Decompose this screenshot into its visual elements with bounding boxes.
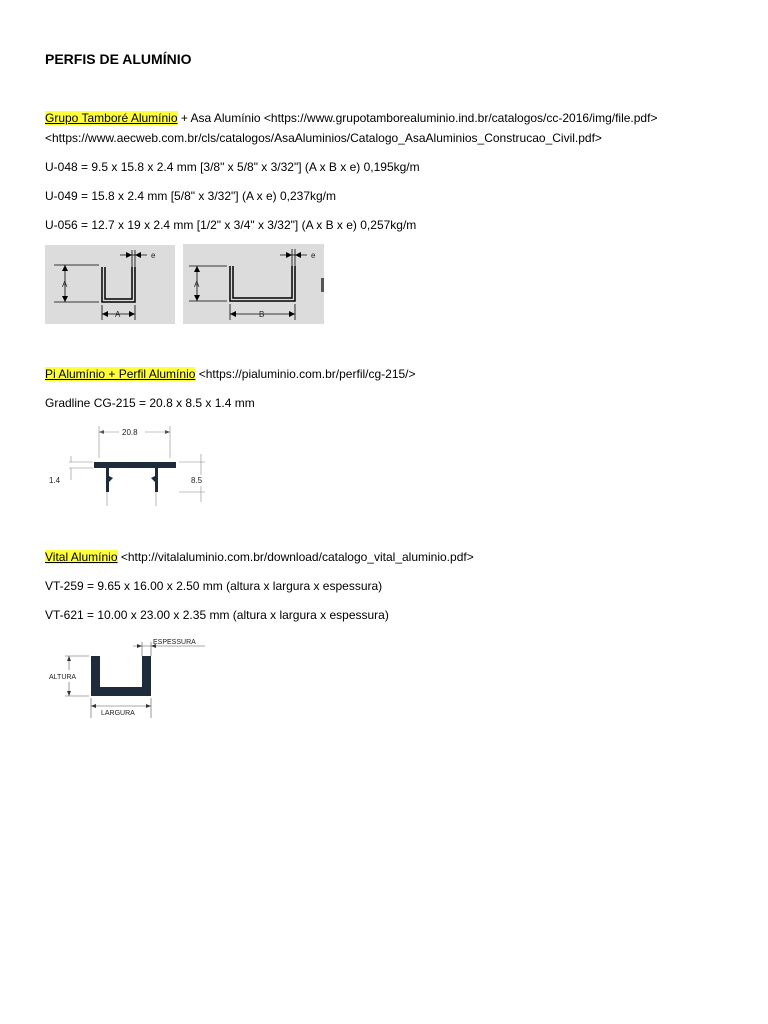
- dim-label-e: e: [151, 251, 156, 260]
- source-extra-vital: <http://vitalaluminio.com.br/download/catalogo_vital_aluminio.pdf>: [117, 550, 474, 564]
- vital-profile-drawing: [45, 636, 210, 720]
- dim-label-a: A: [62, 280, 68, 289]
- dim-label-width: B: [259, 310, 265, 319]
- u-profile-figure-2: [183, 244, 324, 324]
- dim-label-width: 20.8: [122, 428, 138, 437]
- dim-label-largura: LARGURA: [101, 710, 135, 717]
- dim-label-espessura: ESPESSURA: [153, 639, 196, 646]
- source-extra-pialuminio: <https://pialuminio.com.br/perfil/cg-215/>: [195, 367, 416, 381]
- gradline-top-flange: [94, 462, 176, 468]
- source-name-vital[interactable]: Vital Alumínio: [45, 550, 118, 564]
- source-name-tambore[interactable]: Grupo Tamboré Alumínio: [45, 111, 178, 125]
- item-u056: U-056 = 12.7 x 19 x 2.4 mm [1/2" x 3/4" x 3/32"] (A x B x e) 0,257kg/m: [45, 218, 417, 232]
- vital-profile-figure: [45, 636, 210, 720]
- gradline-profile-drawing: [45, 420, 210, 510]
- vital-u-shape: [91, 656, 151, 696]
- source-line-pialuminio: [45, 366, 416, 382]
- u-profile-drawing-2: [183, 244, 324, 324]
- page-title: PERFIS DE ALUMÍNIO: [45, 51, 192, 67]
- u-profile-figure-1: [45, 245, 175, 324]
- source-extra-tambore: + Asa Alumínio <https://www.grupotamborealuminio.ind.br/catalogos/cc-2016/img/file.pdf>: [177, 111, 658, 125]
- item-vt621: VT-621 = 10.00 x 23.00 x 2.35 mm (altura x largura x espessura): [45, 608, 389, 622]
- dim-label-altura: ALTURA: [49, 674, 77, 681]
- dim-label-a: A: [194, 280, 200, 289]
- dim-label-thickness: 1.4: [49, 476, 61, 485]
- source-name-pialuminio[interactable]: Pi Alumínio + Perfil Alumínio: [45, 367, 196, 381]
- source-line2-aecweb: <https://www.aecweb.com.br/cls/catalogos/AsaAluminios/Catalogo_AsaAluminios_Construcao_Civil.pdf>: [45, 131, 602, 145]
- dim-label-e: e: [311, 251, 316, 260]
- dim-label-height: 8.5: [191, 476, 203, 485]
- item-vt259: VT-259 = 9.65 x 16.00 x 2.50 mm (altura x largura x espessura): [45, 579, 383, 593]
- u-profile-drawing-1: [45, 245, 175, 324]
- item-cg215: Gradline CG-215 = 20.8 x 8.5 x 1.4 mm: [45, 396, 255, 410]
- item-u048: U-048 = 9.5 x 15.8 x 2.4 mm [3/8" x 5/8" x 3/32"] (A x B x e) 0,195kg/m: [45, 160, 420, 174]
- u-profile-shape: [230, 266, 295, 301]
- source-line-vital: [45, 549, 474, 565]
- dim-label-width: A: [115, 310, 121, 319]
- gradline-profile-figure: [45, 420, 210, 510]
- u-profile-shape: [102, 267, 135, 302]
- item-u049: U-049 = 15.8 x 2.4 mm [5/8" x 3/32"] (A x e) 0,237kg/m: [45, 189, 336, 203]
- source-line-tambore: [45, 110, 657, 126]
